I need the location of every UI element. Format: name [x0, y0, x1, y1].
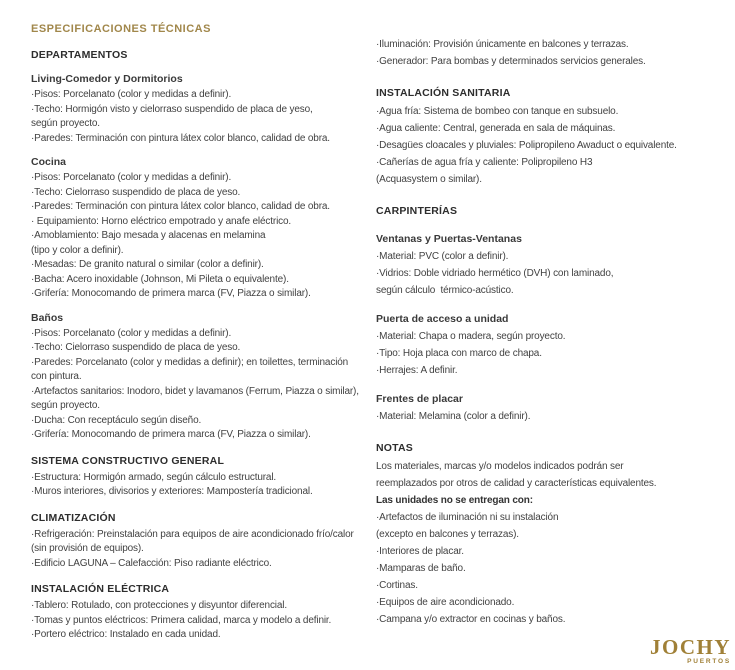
spec-line: ·Portero eléctrico: Instalado en cada unidad. — [31, 629, 221, 640]
spec-line: ·Iluminación: Provisión únicamente en balcones y terrazas. — [376, 39, 629, 50]
subsection-heading: Baños — [31, 311, 64, 324]
spec-line: ·Techo: Cielorraso suspendido de placa de yeso. — [31, 342, 241, 353]
spec-line: ·Vidrios: Doble vidriado hermético (DVH) con laminado, — [376, 268, 614, 279]
spec-line: ·Cañerías de agua fría y caliente: Polipropileno H3 — [376, 157, 593, 168]
spec-line: ·Campana y/o extractor en cocinas y baños. — [376, 614, 566, 625]
spec-line: (excepto en balcones y terrazas). — [376, 529, 519, 540]
spec-line: según proyecto. — [31, 118, 100, 129]
section-heading: CLIMATIZACIÓN — [31, 511, 116, 524]
left-column-blocks — [31, 48, 365, 643]
spec-line: ·Material: Melamina (color a definir). — [376, 411, 531, 422]
spec-line: ·Tablero: Rotulado, con protecciones y disyuntor diferencial. — [31, 600, 287, 611]
spec-line: ·Mesadas: De granito natural o similar (color a definir). — [31, 259, 264, 270]
section-heading: SISTEMA CONSTRUCTIVO GENERAL — [31, 454, 225, 467]
spec-line: reemplazados por otros de calidad y características equivalentes. — [376, 478, 657, 489]
spec-line: ·Cortinas. — [376, 580, 418, 591]
section-heading: INSTALACIÓN ELÉCTRICA — [31, 583, 170, 595]
spec-line: ·Ducha: Con receptáculo según diseño. — [31, 414, 202, 426]
spec-line: ·Artefactos sanitarios: Inodoro, bidet y lavamanos (Ferrum, Piazza o similar), — [31, 385, 359, 397]
spec-line: ·Amoblamiento: Bajo mesada y alacenas en melamina — [31, 230, 266, 241]
right-column — [376, 22, 733, 666]
spec-line: ·Agua caliente: Central, generada en sala de máquinas. — [376, 123, 616, 134]
section-heading: DEPARTAMENTOS — [31, 49, 128, 61]
spec-line: ·Techo: Hormigón visto y cielorraso suspendido de placa de yeso, — [31, 103, 313, 115]
subsection-heading: Puerta de acceso a unidad — [376, 313, 509, 325]
spec-line: ·Herrajes: A definir. — [376, 365, 458, 376]
subsection-heading: Cocina — [31, 156, 67, 168]
spec-line: ·Mamparas de baño. — [376, 563, 466, 574]
spec-line: ·Edificio LAGUNA – Calefacción: Piso radiante eléctrico. — [31, 557, 272, 569]
left-column — [31, 22, 365, 666]
page-title: ESPECIFICACIONES TÉCNICAS — [31, 23, 211, 35]
spec-line: ·Grifería: Monocomando de primera marca (FV, Piazza o similar). — [31, 429, 311, 440]
brand-tagline: PUERTOS — [687, 658, 731, 665]
spec-line: ·Refrigeración: Preinstalación para equipos de aire acondicionado frío/calor — [31, 528, 354, 540]
spec-line: ·Pisos: Porcelanato (color y medidas a definir). — [31, 89, 232, 100]
spec-line: Los materiales, marcas y/o modelos indicados podrán ser — [376, 461, 624, 472]
spec-line: ·Muros interiores, divisorios y exteriores: Mampostería tradicional. — [31, 486, 313, 497]
spec-line: ·Material: Chapa o madera, según proyecto. — [376, 331, 566, 342]
subsection-heading: Ventanas y Puertas-Ventanas — [376, 233, 522, 245]
spec-line: ·Tomas y puntos eléctricos: Primera calidad, marca y modelo a definir. — [31, 614, 332, 626]
spec-line: ·Paredes: Terminación con pintura látex color blanco, calidad de obra. — [31, 132, 330, 144]
spec-line: ·Paredes: Porcelanato (color y medidas a definir); en toilettes, terminación — [31, 356, 349, 368]
spec-line: ·Techo: Cielorraso suspendido de placa de yeso. — [31, 186, 241, 198]
spec-line: ·Pisos: Porcelanato (color y medidas a definir). — [31, 327, 232, 339]
right-column-blocks — [376, 36, 733, 628]
spec-line: · Equipamiento: Horno eléctrico empotrado y anafe eléctrico. — [31, 215, 292, 227]
spec-line: ·Paredes: Terminación con pintura látex color blanco, calidad de obra. — [31, 201, 330, 212]
notes-emphasis-line: Las unidades no se entregan con: — [376, 495, 533, 506]
spec-line: según cálculo térmico-acústico. — [376, 285, 514, 296]
spec-line: según proyecto. — [31, 400, 100, 411]
subsection-heading: Frentes de placar — [376, 393, 463, 405]
spec-line: ·Grifería: Monocomando de primera marca (FV, Piazza o similar). — [31, 288, 311, 299]
spec-line: ·Material: PVC (color a definir). — [376, 251, 509, 262]
spec-line: ·Agua fría: Sistema de bombeo con tanque en subsuelo. — [376, 106, 619, 117]
spec-line: ·Generador: Para bombas y determinados servicios generales. — [376, 56, 646, 67]
section-heading: NOTAS — [376, 442, 413, 454]
section-heading: CARPINTERÍAS — [376, 205, 458, 217]
subsection-heading: Living-Comedor y Dormitorios — [31, 73, 183, 85]
spec-line: ·Equipos de aire acondicionado. — [376, 597, 515, 608]
spec-line: ·Bacha: Acero inoxidable (Johnson, Mi Pileta o equivalente). — [31, 273, 289, 285]
spec-line: (tipo y color a definir). — [31, 244, 124, 256]
spec-line: (sin provisión de equipos). — [31, 543, 144, 554]
section-heading: INSTALACIÓN SANITARIA — [376, 87, 511, 99]
spec-line: ·Interiores de placar. — [376, 546, 464, 557]
spec-line: ·Tipo: Hoja placa con marco de chapa. — [376, 348, 542, 359]
brand-name: JOCHY — [650, 635, 731, 659]
spec-line: ·Pisos: Porcelanato (color y medidas a definir). — [31, 172, 232, 183]
spec-line: (Acquasystem o similar). — [376, 174, 482, 185]
brand-logo — [376, 636, 733, 666]
spec-line: con pintura. — [31, 371, 82, 382]
spec-line: ·Estructura: Hormigón armado, según cálculo estructural. — [31, 471, 277, 483]
spec-line: ·Artefactos de iluminación ni su instalación — [376, 512, 559, 523]
spec-line: ·Desagües cloacales y pluviales: Polipropileno Awaduct o equivalente. — [376, 140, 677, 151]
